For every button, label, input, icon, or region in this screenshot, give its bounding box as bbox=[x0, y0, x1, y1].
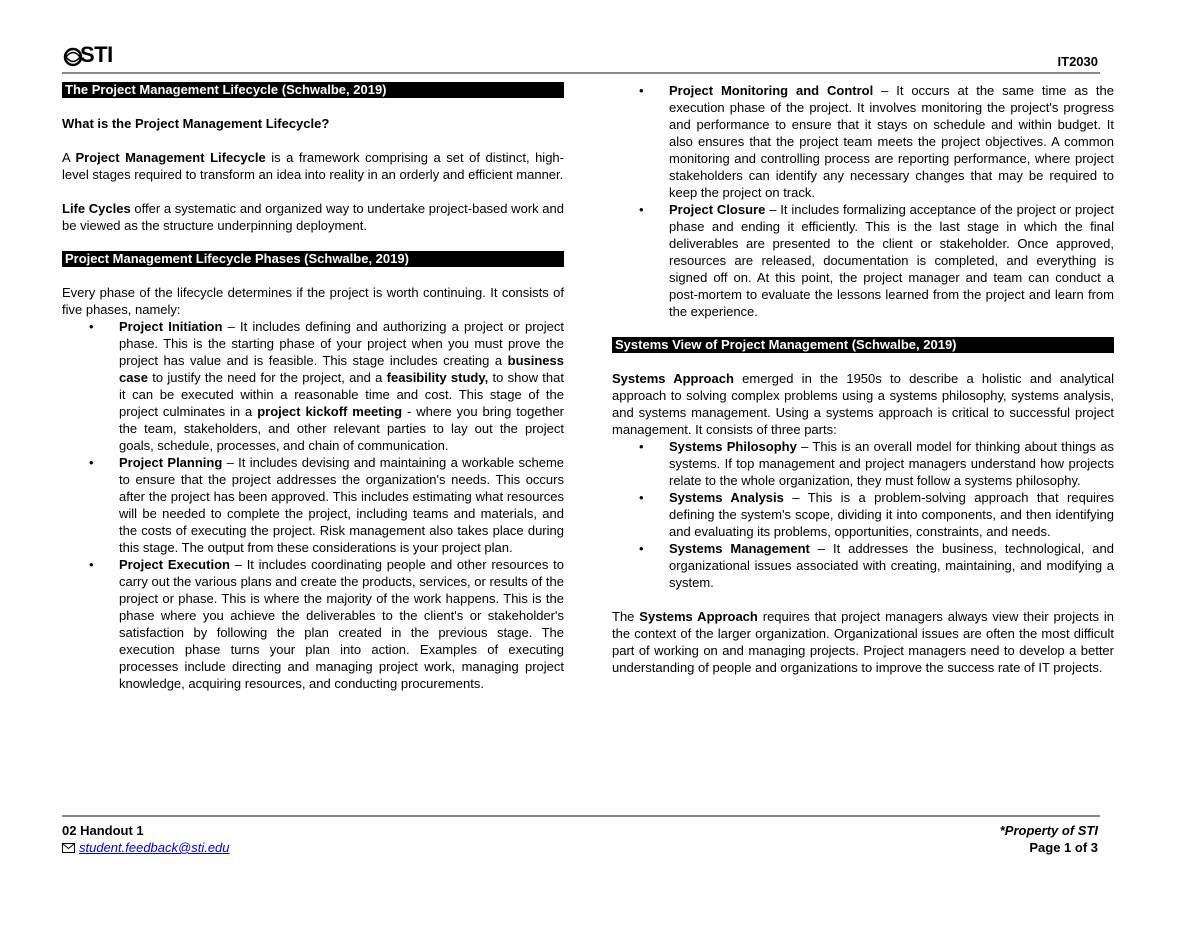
list-item-systems-analysis: • Systems Analysis – This is a problem-solving approach that requires defining the system's scope, dividing it into components, and then identifying and evaluating its problems, opportunities, constraints, and needs. bbox=[639, 490, 1114, 539]
life-cycles-paragraph: Life Cycles offer a systematic and organized way to undertake project-based work and be viewed as the structure underpinning deployment. bbox=[62, 201, 564, 233]
footer-right bbox=[1000, 822, 1098, 856]
lifecycle-definition: A Project Management Lifecycle is a framework comprising a set of distinct, high-level stages required to transform an idea into reality in an orderly and efficient manner. bbox=[62, 150, 564, 182]
bullet-icon: • bbox=[639, 541, 644, 556]
phases-intro: Every phase of the lifecycle determines if the project is worth continuing. It consists of five phases, namely: bbox=[62, 285, 564, 317]
systems-conclusion-paragraph: The Systems Approach requires that project managers always view their projects in the context of the larger organization. Organizational issues are often the most difficult part of working on and managing projects. Project managers need to develop a better understanding of people and organizations to improve the success rate of IT projects. bbox=[612, 609, 1115, 675]
phases-list-continued bbox=[612, 82, 1114, 320]
section-title-lifecycle: The Project Management Lifecycle (Schwalbe, 2019) bbox=[62, 82, 564, 98]
footer-divider bbox=[62, 815, 1100, 817]
footer-left bbox=[62, 822, 230, 856]
phases-list bbox=[62, 318, 564, 692]
question-heading: What is the Project Management Lifecycle? bbox=[62, 116, 330, 131]
bullet-icon: • bbox=[639, 490, 644, 505]
bullet-icon: • bbox=[639, 83, 644, 98]
list-item-monitoring: • Project Monitoring and Control – It occurs at the same time as the execution phase of the project. It involves monitoring the project's progress and performance to ensure that it stays on schedule and within budget. It also ensures that the project team meets the project objectives. A common monitoring and controlling process are reporting performance, where project stakeholders can identify any necessary changes that may be required to keep the project on track. bbox=[639, 83, 1114, 200]
right-column bbox=[612, 82, 1114, 676]
systems-list bbox=[612, 438, 1114, 591]
bullet-icon: • bbox=[89, 319, 94, 334]
header-divider bbox=[62, 72, 1100, 74]
section-title-phases: Project Management Lifecycle Phases (Schwalbe, 2019) bbox=[62, 251, 564, 267]
systems-approach-paragraph: Systems Approach emerged in the 1950s to describe a holistic and analytical approach to solving complex problems using a systems philosophy, systems analysis, and systems management. Using a systems approach is critical to successful project management. It consists of three parts: bbox=[612, 371, 1114, 437]
envelope-icon bbox=[62, 843, 75, 853]
handout-label: 02 Handout 1 bbox=[62, 823, 144, 838]
list-item-execution: • Project Execution – It includes coordinating people and other resources to carry out the various plans and create the products, services, or results of the project or phase. This is where the majority of the work happens. This is the phase where you achieve the deliverables to the client's or stakeholder's satisfaction by following the plan created in the previous stage. The execution phase turns your plan into action. Examples of executing processes include directing and managing project work, managing project knowledge, acquiring resources, and conducting procurements. bbox=[89, 557, 564, 691]
property-label: *Property of STI bbox=[999, 823, 1098, 838]
list-item-systems-philosophy: • Systems Philosophy – This is an overall model for thinking about things as systems. If top management and project managers understand how projects relate to the whole organization, they must follow a systems philosophy. bbox=[639, 439, 1114, 488]
list-item-planning: • Project Planning – It includes devising and maintaining a workable scheme to ensure that the project addresses the organization's needs. This occurs after the project has been approved. This includes estimating what resources will be needed to complete the project, including teams and materials, and the costs of executing the project. Risk management also takes place during this stage. The output from these considerations is your project plan. bbox=[89, 455, 564, 555]
bullet-icon: • bbox=[89, 557, 94, 572]
email-row bbox=[62, 839, 230, 856]
page-number: Page 1 of 3 bbox=[1029, 840, 1098, 855]
logo-text: STI bbox=[80, 42, 113, 67]
bullet-icon: • bbox=[89, 455, 94, 470]
left-column bbox=[62, 82, 564, 692]
section-title-systems-view: Systems View of Project Management (Schwalbe, 2019) bbox=[612, 337, 1114, 353]
bullet-icon: • bbox=[639, 439, 644, 454]
feedback-email-link[interactable]: student.feedback@sti.edu bbox=[79, 840, 230, 855]
course-code: IT2030 bbox=[1057, 54, 1098, 69]
list-item-closure: • Project Closure – It includes formalizing acceptance of the project or project phase and ending it efficiently. This is the last stage in which the final deliverables are presented to the client or stakeholder. Once approved, resources are released, documentation is completed, and everything is signed off on. At this point, the project manager and team can conduct a post-mortem to evaluate the lessons learned from the project and learn from the experience. bbox=[639, 202, 1114, 319]
list-item-systems-management: • Systems Management – It addresses the business, technological, and organizational issues associated with creating, maintaining, and modifying a system. bbox=[639, 541, 1114, 590]
bullet-icon: • bbox=[639, 202, 644, 217]
list-item-initiation: • Project Initiation – It includes defining and authorizing a project or project phase. This is the starting phase of your project when you must prove the project has value and is feasible. This stage includes creating a business case to justify the need for the project, and a feasibility study, to show that it can be executed within a reasonable time and cost. This stage of the project culminates in a project kickoff meeting - where you bring together the team, stakeholders, and other relevant parties to lay out the project goals, schedule, processes, and chain of communication. bbox=[89, 319, 565, 453]
